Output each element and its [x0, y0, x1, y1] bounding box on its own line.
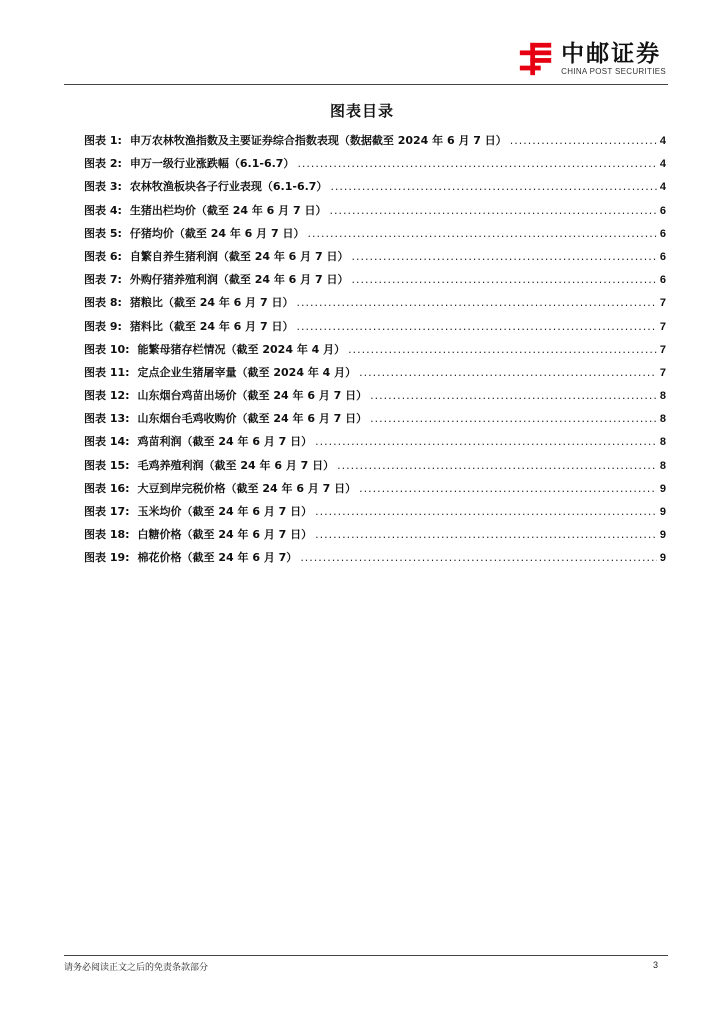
toc-leader-dots: [297, 157, 656, 170]
toc-entry-page[interactable]: 6: [659, 227, 666, 240]
toc-entry-title[interactable]: 申万一级行业涨跌幅（6.1-6.7）: [129, 157, 295, 171]
toc-entry-page[interactable]: 4: [659, 135, 666, 147]
toc-entry[interactable]: [84, 433, 666, 456]
toc-leader-dots: [370, 412, 657, 425]
toc-entry-page[interactable]: 6: [659, 204, 666, 217]
company-logo: [517, 40, 666, 78]
logo-english-name: CHINA POST SECURITIES: [561, 67, 666, 76]
toc-entry[interactable]: [84, 248, 666, 271]
toc-entry-label: 图表 19:: [84, 551, 130, 565]
toc-entry[interactable]: [84, 480, 666, 503]
toc-entry-label: 图表 6:: [84, 249, 122, 263]
toc-entry-page[interactable]: 8: [659, 459, 666, 472]
toc-entry[interactable]: [84, 503, 666, 526]
toc-entry-label: 图表 5:: [84, 226, 122, 240]
toc-entry-label: 图表 7:: [84, 273, 122, 287]
toc-entry-page[interactable]: 8: [659, 436, 666, 449]
toc-entry-label: 图表 4:: [84, 203, 122, 217]
toc-entry-label: 图表 2:: [84, 157, 122, 171]
toc-entry-title[interactable]: 能繁母猪存栏情况（截至 2024 年 4 月）: [137, 342, 346, 356]
toc-entry[interactable]: [84, 318, 666, 341]
toc-entry[interactable]: [84, 410, 666, 433]
toc-entry-page[interactable]: 9: [659, 506, 666, 518]
toc-entry[interactable]: [84, 132, 666, 155]
toc-entry-title[interactable]: 外购仔猪养殖利润（截至 24 年 6 月 7 日）: [129, 273, 349, 287]
toc-entry-title[interactable]: 山东烟台鸡苗出场价（截至 24 年 6 月 7 日）: [137, 389, 368, 403]
toc-leader-dots: [307, 227, 656, 240]
toc-entry-page[interactable]: 8: [659, 413, 666, 426]
toc-leader-dots: [351, 273, 656, 286]
toc-entry-page[interactable]: 9: [659, 552, 666, 565]
toc-entry-page[interactable]: 4: [659, 158, 666, 171]
page-number: 3: [652, 960, 658, 970]
toc-entry[interactable]: [84, 364, 666, 387]
toc-entry[interactable]: [84, 294, 666, 317]
toc-entry-title[interactable]: 仔猪均价（截至 24 年 6 月 7 日）: [129, 226, 305, 240]
toc-entry-title[interactable]: 山东烟台毛鸡收购价（截至 24 年 6 月 7 日）: [137, 412, 368, 426]
toc-entry-label: 图表 3:: [84, 180, 122, 194]
toc-entry-label: 图表 16:: [84, 481, 130, 495]
toc-entry-label: 图表 1:: [84, 134, 122, 147]
toc-entry-page[interactable]: 4: [659, 181, 666, 194]
toc-entry-label: 图表 9:: [84, 319, 122, 333]
toc-entry-page[interactable]: 7: [659, 343, 666, 356]
toc-entry-title[interactable]: 大豆到岸完税价格（截至 24 年 6 月 7 日）: [137, 481, 357, 495]
toc-entry-title[interactable]: 农林牧渔板块各子行业表现（6.1-6.7）: [129, 180, 328, 194]
toc-title: 图表目录: [329, 102, 394, 120]
toc-entry-label: 图表 10:: [84, 342, 130, 356]
toc-entry-title[interactable]: 猪料比（截至 24 年 6 月 7 日）: [129, 319, 294, 333]
logo-chinese-name: 中邮证券: [561, 41, 662, 67]
toc-entry-page[interactable]: 7: [659, 320, 666, 333]
toc-entry-title[interactable]: 猪粮比（截至 24 年 6 月 7 日）: [129, 296, 294, 310]
toc-entry-title[interactable]: 白糖价格（截至 24 年 6 月 7 日）: [137, 528, 313, 542]
toc-entry-title[interactable]: 毛鸡养殖利润（截至 24 年 6 月 7 日）: [137, 458, 335, 472]
toc-entry[interactable]: [84, 202, 666, 225]
toc-entry-title[interactable]: 定点企业生猪屠宰量（截至 2024 年 4 月）: [137, 365, 357, 379]
toc-entry-title[interactable]: 棉花价格（截至 24 年 6 月 7）: [137, 551, 298, 565]
toc-leader-dots: [370, 389, 657, 402]
toc-entry-label: 图表 15:: [84, 458, 130, 472]
china-post-logo-icon: [517, 40, 555, 78]
toc-entry-title[interactable]: 生猪出栏均价（截至 24 年 6 月 7 日）: [129, 203, 327, 217]
toc-leader-dots: [300, 551, 657, 564]
toc-entry[interactable]: [84, 225, 666, 248]
toc-entry[interactable]: [84, 178, 666, 201]
toc-entry-label: 图表 8:: [84, 296, 122, 310]
toc-leader-dots: [510, 134, 657, 147]
toc-entry-page[interactable]: 9: [659, 529, 666, 542]
toc-leader-dots: [348, 343, 657, 356]
toc-leader-dots: [359, 366, 657, 379]
toc-entry[interactable]: [84, 457, 666, 480]
toc-entry[interactable]: [84, 526, 666, 549]
toc-entry-page[interactable]: 6: [659, 274, 666, 287]
toc-entry-title[interactable]: 自繁自养生猪利润（截至 24 年 6 月 7 日）: [129, 249, 349, 263]
toc-entry-title[interactable]: 申万农林牧渔指数及主要证券综合指数表现（数据截至 2024 年 6 月 7 日）: [129, 134, 507, 147]
table-of-figures: [84, 132, 666, 573]
footer-divider: [64, 955, 668, 956]
toc-entry-page[interactable]: 9: [659, 482, 666, 495]
toc-entry-label: 图表 11:: [84, 365, 130, 379]
toc-leader-dots: [315, 435, 657, 448]
toc-entry-label: 图表 18:: [84, 528, 130, 542]
toc-entry-title[interactable]: 鸡苗利润（截至 24 年 6 月 7 日）: [137, 435, 313, 449]
toc-leader-dots: [337, 459, 657, 472]
toc-leader-dots: [330, 180, 656, 193]
toc-leader-dots: [315, 528, 657, 541]
toc-entry[interactable]: [84, 341, 666, 364]
disclaimer-note: 请务必阅读正文之后的免责条款部分: [64, 963, 209, 973]
toc-leader-dots: [296, 296, 656, 309]
toc-leader-dots: [315, 505, 657, 518]
toc-entry[interactable]: [84, 387, 666, 410]
toc-entry-label: 图表 12:: [84, 389, 130, 403]
toc-entry-label: 图表 13:: [84, 412, 130, 426]
toc-entry[interactable]: [84, 155, 666, 178]
header-divider: [64, 84, 668, 85]
toc-entry-page[interactable]: 7: [659, 366, 666, 379]
toc-leader-dots: [329, 204, 656, 217]
toc-entry-page[interactable]: 7: [659, 297, 666, 310]
toc-leader-dots: [359, 482, 657, 495]
toc-entry-label: 图表 14:: [84, 435, 130, 449]
toc-leader-dots: [351, 250, 656, 263]
toc-entry[interactable]: [84, 549, 666, 572]
toc-entry-title[interactable]: 玉米均价（截至 24 年 6 月 7 日）: [137, 505, 313, 518]
toc-entry-page[interactable]: 8: [659, 390, 666, 403]
toc-entry-label: 图表 17:: [84, 505, 130, 518]
toc-entry-page[interactable]: 6: [659, 250, 666, 263]
toc-leader-dots: [296, 320, 656, 333]
toc-entry[interactable]: [84, 271, 666, 294]
